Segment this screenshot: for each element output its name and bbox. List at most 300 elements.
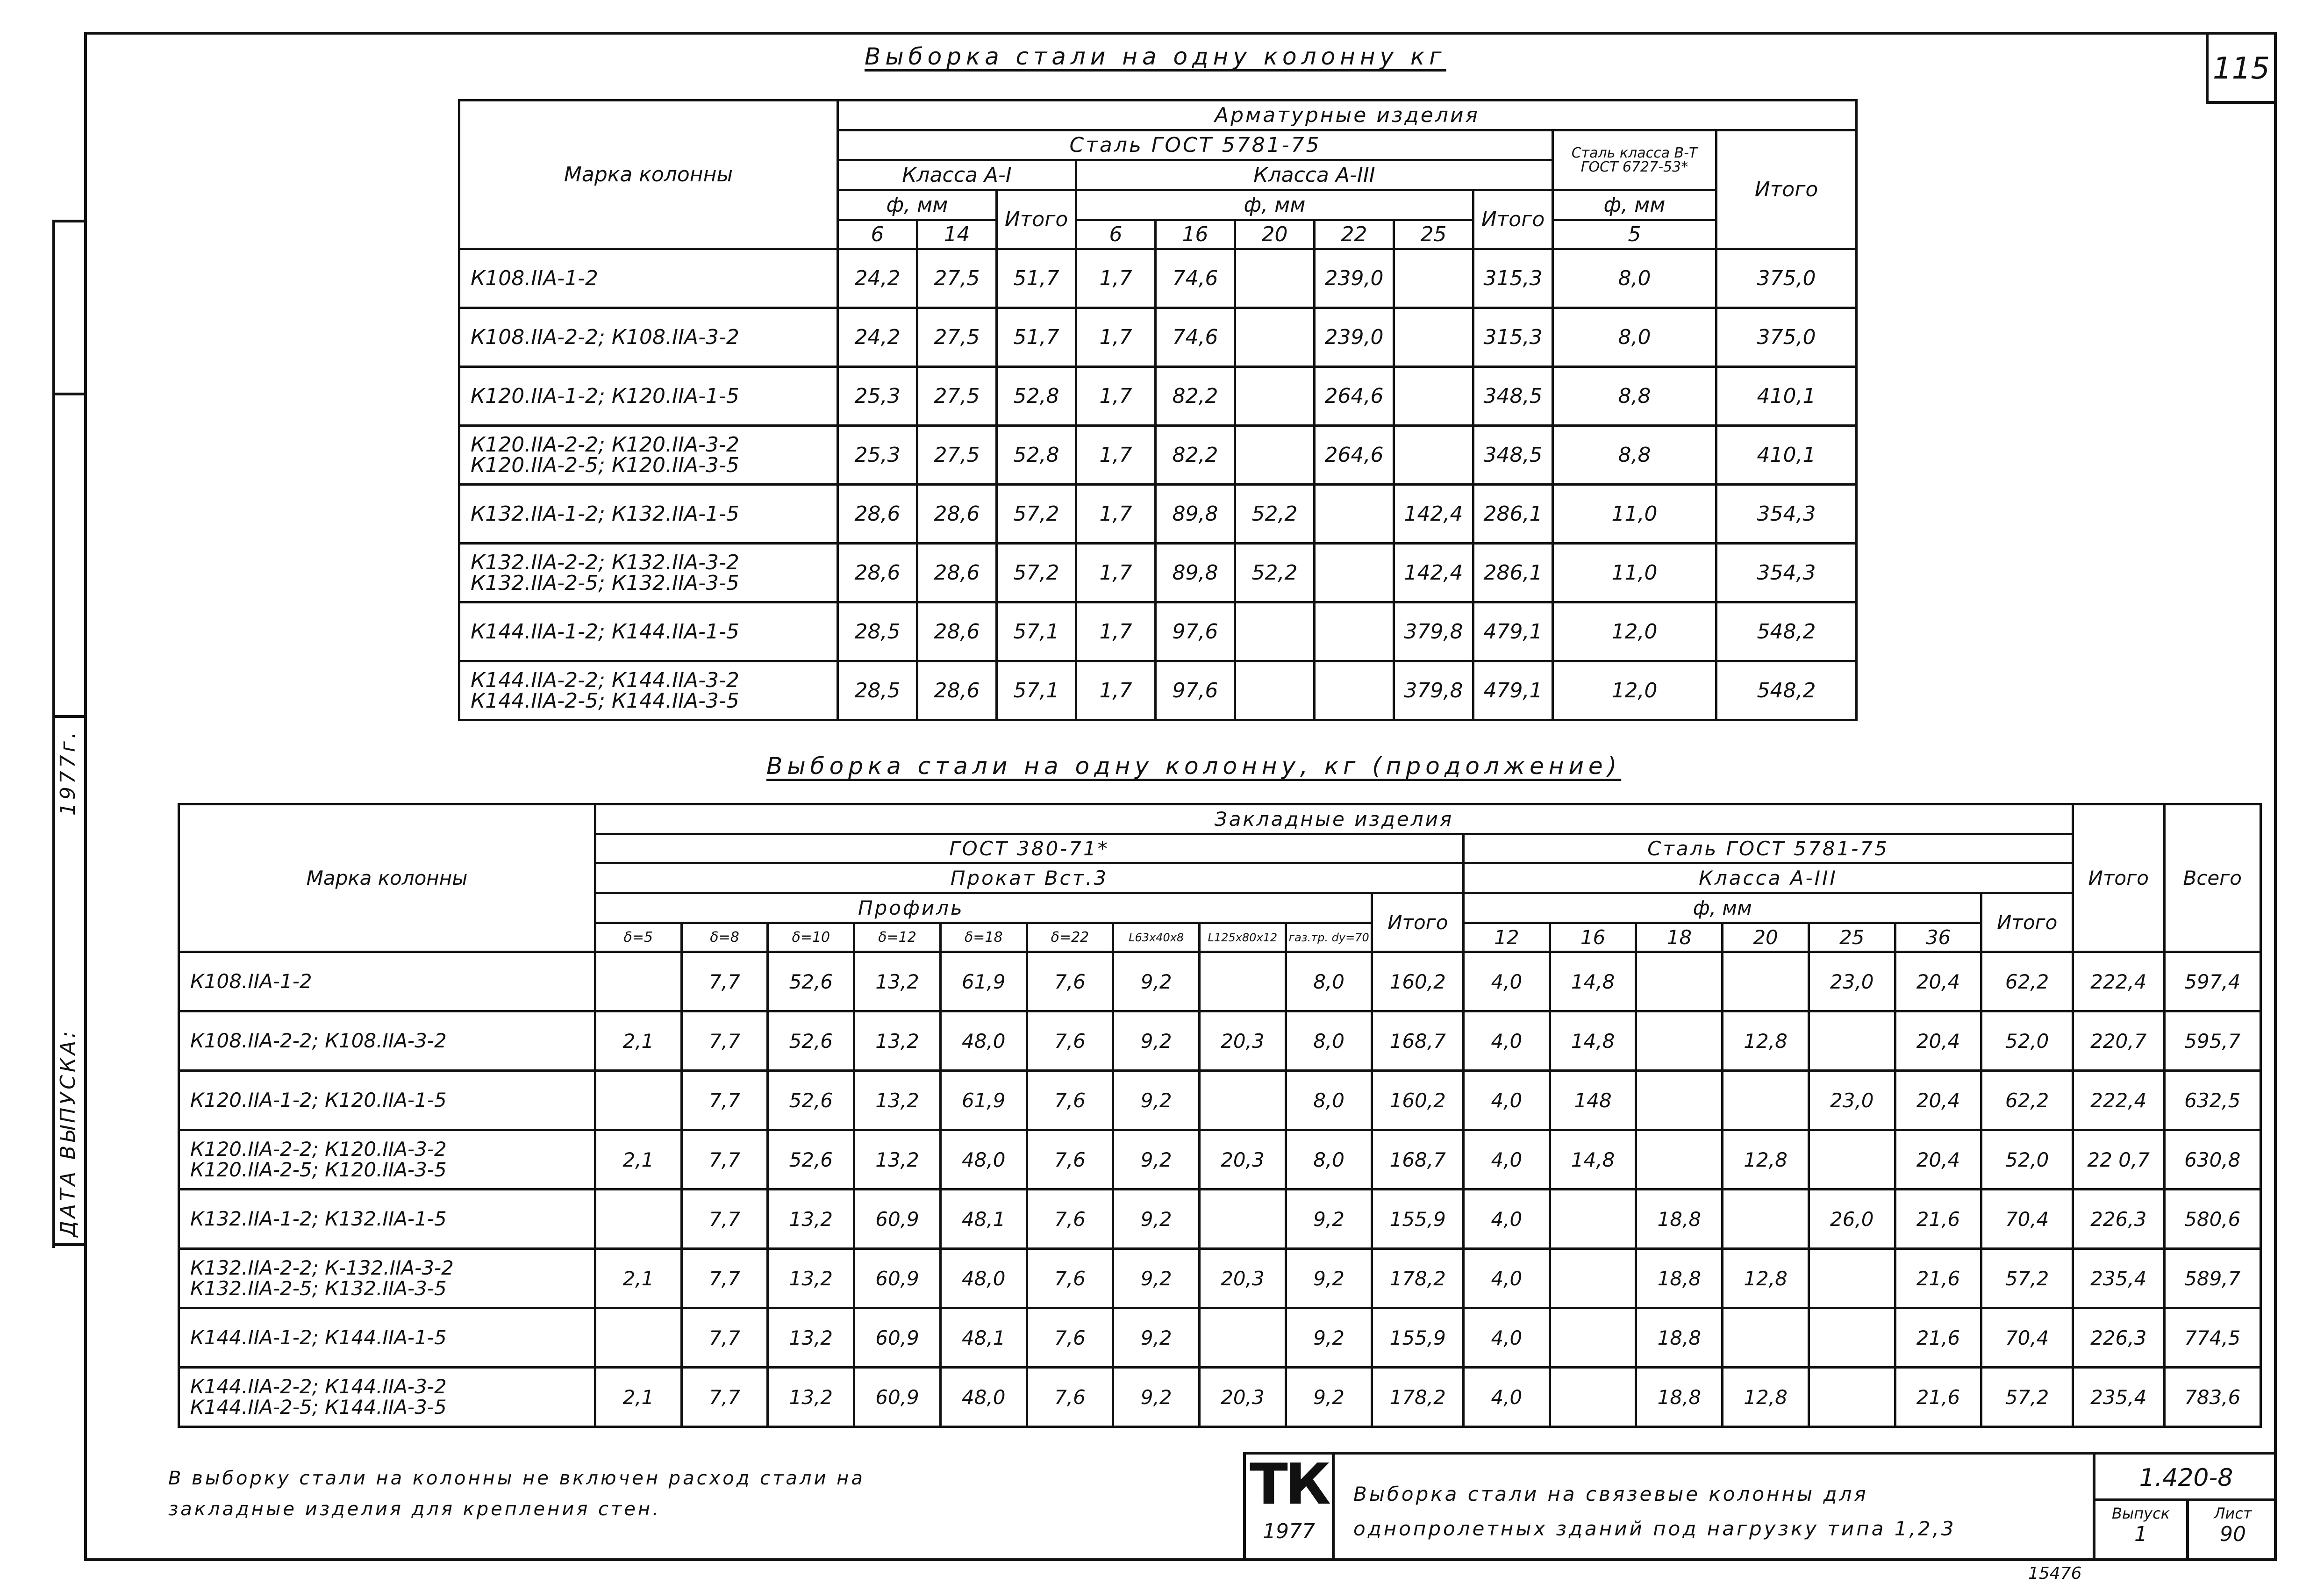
t1-a3-dia-header: ф, мм	[1076, 190, 1473, 220]
t2-cell: 60,9	[854, 1368, 941, 1427]
t1-cell: 239,0	[1315, 249, 1394, 308]
t2-cell: 13,2	[854, 1071, 941, 1130]
t2-row-mark-line: К144.IIА-2-5; К144.IIА-3-5	[190, 1396, 447, 1419]
t2-cell	[1809, 1130, 1895, 1190]
t1-cell: 479,1	[1473, 661, 1553, 720]
t2-cell	[1200, 1308, 1286, 1368]
t1-cell: 74,6	[1156, 308, 1235, 367]
t1-cell	[1235, 367, 1315, 426]
t2-cell: 178,2	[1372, 1249, 1464, 1308]
t1-cell: 51,7	[997, 249, 1076, 308]
t1-cell: 379,8	[1394, 602, 1473, 661]
t1-cell: 11,0	[1553, 544, 1716, 602]
t2-cell: 8,0	[1286, 1130, 1372, 1190]
t2-cell	[1200, 952, 1286, 1011]
t2-cell: 7,7	[681, 1190, 768, 1249]
t2-cell: 48,1	[940, 1190, 1027, 1249]
t2-cell: 20,3	[1200, 1249, 1286, 1308]
t2-cell	[1200, 1190, 1286, 1249]
stamp-year: 1977	[1263, 1519, 1315, 1543]
t2-row-mark	[179, 1190, 595, 1249]
t2-a3-d12: 12	[1464, 923, 1550, 952]
t1-cell: 28,6	[917, 602, 997, 661]
t1-cell: 142,4	[1394, 485, 1473, 544]
t1-cell: 354,3	[1716, 544, 1857, 602]
stamp-issue-label: Выпуск	[2112, 1505, 2170, 1522]
t1-total-header: Итого	[1716, 130, 1857, 249]
t1-cell: 11,0	[1553, 485, 1716, 544]
t2-cell: 20,3	[1200, 1011, 1286, 1071]
t2-cell: 155,9	[1372, 1308, 1464, 1368]
t1-cell: 57,1	[997, 602, 1076, 661]
t1-cell: 28,6	[838, 544, 917, 602]
t2-cell: 9,2	[1113, 1190, 1200, 1249]
t1-row-mark-line: К108.IIА-1-2	[471, 266, 599, 290]
t2-cell: 4,0	[1464, 1368, 1550, 1427]
t2-prokat-header: Прокат Вст.3	[595, 863, 1463, 893]
t2-cell	[1200, 1071, 1286, 1130]
t2-row-mark-line: К132.IIА-1-2; К132.IIА-1-5	[190, 1207, 447, 1230]
t2-cell	[1550, 1308, 1636, 1368]
t1-cell: 8,0	[1553, 308, 1716, 367]
t2-cell: 7,6	[1027, 1308, 1113, 1368]
table-embedded	[178, 803, 2262, 1428]
t1-row-mark-line: К120.IIА-2-2; К120.IIА-3-2	[471, 432, 739, 457]
t2-a3-d25: 25	[1809, 923, 1895, 952]
t1-cell: 1,7	[1076, 602, 1156, 661]
t2-cell: 52,6	[768, 952, 854, 1011]
t1-cell	[1235, 308, 1315, 367]
t2-cell: 70,4	[1981, 1190, 2073, 1249]
t2-cell: 7,7	[681, 1249, 768, 1308]
t1-bt-d5: 5	[1553, 220, 1716, 249]
t2-cell: 9,2	[1113, 1011, 1200, 1071]
t1-cell: 142,4	[1394, 544, 1473, 602]
t2-cell: 26,0	[1809, 1190, 1895, 1249]
t1-steel-bt-header: Сталь класса В-Т ГОСТ 6727-53*	[1553, 130, 1716, 190]
t2-cell: 8,0	[1286, 952, 1372, 1011]
stamp-logo: ТК	[1250, 1452, 1328, 1517]
t1-cell: 264,6	[1315, 367, 1394, 426]
t2-cell: 20,4	[1895, 1130, 1981, 1190]
t2-cell: 20,4	[1895, 952, 1981, 1011]
t2-cell: 61,9	[940, 952, 1027, 1011]
t1-cell: 57,2	[997, 544, 1076, 602]
t2-cell: 7,7	[681, 952, 768, 1011]
t1-row	[459, 661, 1857, 720]
t2-cell	[1809, 1308, 1895, 1368]
t2-cell: 9,2	[1113, 1308, 1200, 1368]
footnote	[168, 1463, 865, 1525]
t2-cell: 9,2	[1113, 1130, 1200, 1190]
t1-cell	[1235, 661, 1315, 720]
t1-row	[459, 426, 1857, 485]
t2-cell: 226,3	[2073, 1308, 2164, 1368]
t1-cell: 28,5	[838, 602, 917, 661]
t2-cell: 2,1	[595, 1011, 681, 1071]
t2-cell	[1809, 1249, 1895, 1308]
t1-cell: 74,6	[1156, 249, 1235, 308]
stamp-logo-cell	[1246, 1452, 1335, 1561]
t2-cell: 9,2	[1286, 1368, 1372, 1427]
page-number: 115	[2212, 51, 2270, 86]
t2-cell: 12,8	[1723, 1130, 1809, 1190]
t1-cell: 57,1	[997, 661, 1076, 720]
t2-cell: 235,4	[2073, 1368, 2164, 1427]
t2-profile-d12: δ=12	[854, 923, 941, 952]
t1-bt-dia-header: ф, мм	[1553, 190, 1716, 220]
t2-profile-d8: δ=8	[681, 923, 768, 952]
t2-cell: 20,3	[1200, 1130, 1286, 1190]
t2-cell: 580,6	[2164, 1190, 2260, 1249]
t2-profile-angle125: L125x80x12	[1200, 923, 1286, 952]
t2-cell: 4,0	[1464, 1011, 1550, 1071]
t2-mark-header: Марка колонны	[179, 804, 595, 952]
t1-cell: 12,0	[1553, 661, 1716, 720]
t1-cell: 354,3	[1716, 485, 1857, 544]
t2-cell: 52,0	[1981, 1011, 2073, 1071]
t1-cell: 28,6	[917, 544, 997, 602]
inventory-number: 15476	[2028, 1564, 2082, 1583]
t1-row-mark	[459, 367, 838, 426]
t1-cell: 52,8	[997, 367, 1076, 426]
t1-row-mark	[459, 426, 838, 485]
t2-cell: 21,6	[1895, 1308, 1981, 1368]
stamp-sheet-cell	[2189, 1501, 2277, 1561]
t1-row	[459, 485, 1857, 544]
t2-row-mark	[179, 952, 595, 1011]
t1-cell: 27,5	[917, 367, 997, 426]
t1-row	[459, 602, 1857, 661]
t2-cell: 48,0	[940, 1011, 1027, 1071]
t2-cell: 13,2	[768, 1249, 854, 1308]
t2-cell: 7,6	[1027, 1249, 1113, 1308]
t1-cell: 89,8	[1156, 485, 1235, 544]
t2-cell: 14,8	[1550, 952, 1636, 1011]
t2-cell: 60,9	[854, 1249, 941, 1308]
t2-row-mark-line: К120.IIА-2-2; К120.IIА-3-2	[190, 1138, 447, 1161]
t2-group-header: Закладные изделия	[595, 804, 2073, 834]
t2-cell: 57,2	[1981, 1368, 2073, 1427]
t1-cell: 410,1	[1716, 426, 1857, 485]
t1-a1-d14: 14	[917, 220, 997, 249]
t1-cell: 375,0	[1716, 249, 1857, 308]
t2-cell	[1550, 1368, 1636, 1427]
t2-cell: 630,8	[2164, 1130, 2260, 1190]
t1-a1-d6: 6	[838, 220, 917, 249]
t2-cell: 13,2	[768, 1190, 854, 1249]
t2-cell: 9,2	[1113, 1368, 1200, 1427]
t2-cell: 8,0	[1286, 1011, 1372, 1071]
t1-class-a3-header: Класса А-III	[1076, 160, 1553, 190]
t2-cell: 20,3	[1200, 1368, 1286, 1427]
t1-cell: 264,6	[1315, 426, 1394, 485]
t2-cell: 632,5	[2164, 1071, 2260, 1130]
t2-cell: 4,0	[1464, 952, 1550, 1011]
t1-cell: 8,0	[1553, 249, 1716, 308]
t2-cell: 13,2	[854, 1130, 941, 1190]
t2-cell: 7,7	[681, 1308, 768, 1368]
t1-cell: 375,0	[1716, 308, 1857, 367]
t2-cell: 60,9	[854, 1190, 941, 1249]
t1-cell: 24,2	[838, 308, 917, 367]
stamp-description-line-1: Выборка стали на связевые колонны для	[1353, 1483, 1868, 1505]
t1-cell: 27,5	[917, 249, 997, 308]
t2-cell: 4,0	[1464, 1071, 1550, 1130]
stamp-sheet-label: Лист	[2214, 1505, 2252, 1522]
t2-cell: 20,4	[1895, 1011, 1981, 1071]
t2-row	[179, 1308, 2261, 1368]
t2-row-mark-line: К120.IIА-1-2; К120.IIА-1-5	[190, 1089, 447, 1111]
t2-cell: 160,2	[1372, 1071, 1464, 1130]
t1-a3-total-header: Итого	[1473, 190, 1553, 249]
t2-gost380-header: ГОСТ 380-71*	[595, 834, 1463, 863]
t2-cell: 4,0	[1464, 1190, 1550, 1249]
t2-cell: 597,4	[2164, 952, 2260, 1011]
t1-cell: 52,8	[997, 426, 1076, 485]
t2-row	[179, 1190, 2261, 1249]
t2-cell: 7,6	[1027, 1130, 1113, 1190]
t2-cell: 48,0	[940, 1249, 1027, 1308]
t1-cell: 286,1	[1473, 485, 1553, 544]
t2-row-mark-line: К108.IIА-2-2; К108.IIА-3-2	[190, 1029, 447, 1052]
t1-row-mark-line: К144.IIА-2-5; К144.IIА-3-5	[471, 688, 739, 713]
t2-cell: 57,2	[1981, 1249, 2073, 1308]
t2-cell: 168,7	[1372, 1011, 1464, 1071]
t2-row	[179, 1249, 2261, 1308]
t2-row-mark-line: К120.IIА-2-5; К120.IIА-3-5	[190, 1158, 447, 1181]
t2-cell: 4,0	[1464, 1249, 1550, 1308]
t1-cell: 548,2	[1716, 602, 1857, 661]
stamp-issue-cell	[2095, 1501, 2189, 1561]
t2-cell: 52,6	[768, 1071, 854, 1130]
t2-row-mark	[179, 1249, 595, 1308]
t1-cell: 1,7	[1076, 308, 1156, 367]
t1-cell: 479,1	[1473, 602, 1553, 661]
t1-row-mark	[459, 544, 838, 602]
t1-a3-d25: 25	[1394, 220, 1473, 249]
t2-cell	[1723, 1190, 1809, 1249]
side-year-label: 1977г.	[56, 729, 80, 816]
t2-prokat-total-header: Итого	[1372, 893, 1464, 952]
t2-cell: 62,2	[1981, 952, 2073, 1011]
t2-cell	[595, 1308, 681, 1368]
t2-cell: 7,7	[681, 1071, 768, 1130]
t2-cell: 4,0	[1464, 1308, 1550, 1368]
t1-row-mark-line: К132.IIА-2-2; К132.IIА-3-2	[471, 550, 739, 574]
t1-a3-d20: 20	[1235, 220, 1315, 249]
t2-cell: 7,6	[1027, 1011, 1113, 1071]
t1-cell: 379,8	[1394, 661, 1473, 720]
t2-cell: 13,2	[768, 1308, 854, 1368]
t2-a3-d36: 36	[1895, 923, 1981, 952]
t2-cell: 7,7	[681, 1011, 768, 1071]
t2-cell: 13,2	[768, 1368, 854, 1427]
t1-cell: 25,3	[838, 426, 917, 485]
t2-cell: 52,6	[768, 1130, 854, 1190]
t2-profile-d22: δ=22	[1027, 923, 1113, 952]
t2-cell: 12,8	[1723, 1368, 1809, 1427]
binding-tick	[52, 393, 85, 395]
t2-cell: 52,6	[768, 1011, 854, 1071]
t1-cell: 28,5	[838, 661, 917, 720]
t2-profile-header: Профиль	[595, 893, 1372, 923]
t1-cell: 286,1	[1473, 544, 1553, 602]
t2-cell: 7,7	[681, 1368, 768, 1427]
t1-row-mark-line: К120.IIА-2-5; К120.IIА-3-5	[471, 453, 739, 477]
t1-row-mark-line: К132.IIА-2-5; К132.IIА-3-5	[471, 571, 739, 595]
t1-cell: 1,7	[1076, 544, 1156, 602]
t1-row-mark-line: К120.IIА-1-2; К120.IIА-1-5	[471, 384, 739, 408]
stamp-code: 1.420-8	[2095, 1455, 2277, 1501]
table-armature	[458, 99, 1858, 721]
t1-cell: 52,2	[1235, 485, 1315, 544]
t2-a3-d16: 16	[1550, 923, 1636, 952]
t2-cell: 160,2	[1372, 952, 1464, 1011]
t2-cell	[1636, 952, 1723, 1011]
t2-row-mark	[179, 1011, 595, 1071]
t2-class-a3-header: Класса А-III	[1464, 863, 2073, 893]
t1-a3-d16: 16	[1156, 220, 1235, 249]
t2-cell: 595,7	[2164, 1011, 2260, 1071]
t2-cell: 23,0	[1809, 1071, 1895, 1130]
t1-row-mark-line: К132.IIА-1-2; К132.IIА-1-5	[471, 502, 739, 526]
t1-cell: 51,7	[997, 308, 1076, 367]
t2-cell: 48,0	[940, 1368, 1027, 1427]
t2-grand-total-header: Всего	[2164, 804, 2260, 952]
t2-cell: 18,8	[1636, 1190, 1723, 1249]
t2-cell: 9,2	[1113, 952, 1200, 1011]
table1-title: Выборка стали на одну колонну кг	[865, 43, 1446, 70]
t2-cell: 7,7	[681, 1130, 768, 1190]
t2-cell	[1723, 1308, 1809, 1368]
t2-cell	[1636, 1071, 1723, 1130]
t2-cell	[595, 1190, 681, 1249]
t2-profile-d5: δ=5	[595, 923, 681, 952]
t2-cell	[1723, 952, 1809, 1011]
t2-cell: 235,4	[2073, 1249, 2164, 1308]
t2-cell: 220,7	[2073, 1011, 2164, 1071]
t2-cell: 4,0	[1464, 1130, 1550, 1190]
t2-cell: 23,0	[1809, 952, 1895, 1011]
binding-tick	[52, 220, 85, 222]
t1-cell	[1315, 485, 1394, 544]
t2-cell: 20,4	[1895, 1071, 1981, 1130]
t1-cell	[1394, 367, 1473, 426]
t2-cell	[1723, 1071, 1809, 1130]
stamp-issue-value: 1	[2134, 1522, 2147, 1546]
stamp-description	[1353, 1477, 1956, 1546]
t2-row-mark	[179, 1130, 595, 1190]
t1-cell: 27,5	[917, 308, 997, 367]
t2-cell: 222,4	[2073, 952, 2164, 1011]
t1-cell: 82,2	[1156, 367, 1235, 426]
side-date-label: ДАТА ВЫПУСКА:	[56, 1028, 80, 1237]
t2-cell: 48,0	[940, 1130, 1027, 1190]
footnote-line-2: закладные изделия для крепления стен.	[168, 1498, 661, 1520]
t1-a3-d6: 6	[1076, 220, 1156, 249]
stamp-sheet-value: 90	[2220, 1522, 2246, 1546]
t1-cell: 239,0	[1315, 308, 1394, 367]
t2-profile-angle63: L63x40x8	[1113, 923, 1200, 952]
t1-cell: 315,3	[1473, 249, 1553, 308]
t2-cell: 60,9	[854, 1308, 941, 1368]
t2-cell: 7,6	[1027, 1190, 1113, 1249]
t1-cell: 8,8	[1553, 426, 1716, 485]
t2-row	[179, 1011, 2261, 1071]
t2-cell: 14,8	[1550, 1130, 1636, 1190]
t2-cell: 62,2	[1981, 1071, 2073, 1130]
t1-class-a1-header: Класса А-I	[838, 160, 1076, 190]
t1-row	[459, 308, 1857, 367]
t1-a1-total-header: Итого	[997, 190, 1076, 249]
binding-strip-line	[52, 220, 55, 1248]
t2-cell: 21,6	[1895, 1368, 1981, 1427]
t2-cell: 589,7	[2164, 1249, 2260, 1308]
t2-cell: 222,4	[2073, 1071, 2164, 1130]
t2-cell: 12,8	[1723, 1011, 1809, 1071]
t1-cell: 97,6	[1156, 661, 1235, 720]
t2-cell: 774,5	[2164, 1308, 2260, 1368]
t1-cell	[1235, 602, 1315, 661]
t2-cell: 7,6	[1027, 1071, 1113, 1130]
t2-cell: 7,6	[1027, 1368, 1113, 1427]
t1-cell: 12,0	[1553, 602, 1716, 661]
t2-row-mark	[179, 1308, 595, 1368]
stamp-right-cell	[2093, 1455, 2277, 1561]
t2-cell: 70,4	[1981, 1308, 2073, 1368]
t2-row-mark-line: К144.IIА-2-2; К144.IIА-3-2	[190, 1375, 447, 1398]
stamp-description-line-2: однопролетных зданий под нагрузку типа 1,2,3	[1353, 1517, 1956, 1540]
t1-cell: 27,5	[917, 426, 997, 485]
t2-cell: 2,1	[595, 1368, 681, 1427]
t2-profile-d10: δ=10	[768, 923, 854, 952]
t1-cell	[1235, 249, 1315, 308]
t2-row-mark-line: К132.IIА-2-2; К-132.IIА-3-2	[190, 1256, 454, 1279]
t2-a3-d20: 20	[1723, 923, 1809, 952]
t1-cell: 52,2	[1235, 544, 1315, 602]
t2-cell: 18,8	[1636, 1308, 1723, 1368]
binding-tick	[52, 715, 85, 718]
t1-cell	[1394, 426, 1473, 485]
t2-row-mark	[179, 1368, 595, 1427]
t1-cell: 348,5	[1473, 367, 1553, 426]
t2-row-mark-line: К132.IIА-2-5; К132.IIА-3-5	[190, 1277, 447, 1300]
t2-cell: 22 0,7	[2073, 1130, 2164, 1190]
t2-body	[179, 952, 2261, 1427]
t2-cell: 13,2	[854, 1011, 941, 1071]
t1-cell: 410,1	[1716, 367, 1857, 426]
t1-row-mark-line: К144.IIА-1-2; К144.IIА-1-5	[471, 619, 739, 644]
t1-cell: 1,7	[1076, 426, 1156, 485]
t2-cell: 18,8	[1636, 1249, 1723, 1308]
t2-cell	[1550, 1190, 1636, 1249]
t2-a3-total-header: Итого	[1981, 893, 2073, 952]
t1-cell: 89,8	[1156, 544, 1235, 602]
t1-cell: 315,3	[1473, 308, 1553, 367]
t2-cell: 155,9	[1372, 1190, 1464, 1249]
page-number-box	[2206, 34, 2274, 104]
t1-cell	[1315, 661, 1394, 720]
t2-a3-d18: 18	[1636, 923, 1723, 952]
t1-cell: 25,3	[838, 367, 917, 426]
t1-cell: 28,6	[917, 661, 997, 720]
t2-cell	[595, 1071, 681, 1130]
t1-cell: 8,8	[1553, 367, 1716, 426]
t1-cell: 348,5	[1473, 426, 1553, 485]
t1-cell: 24,2	[838, 249, 917, 308]
t2-cell	[1550, 1249, 1636, 1308]
